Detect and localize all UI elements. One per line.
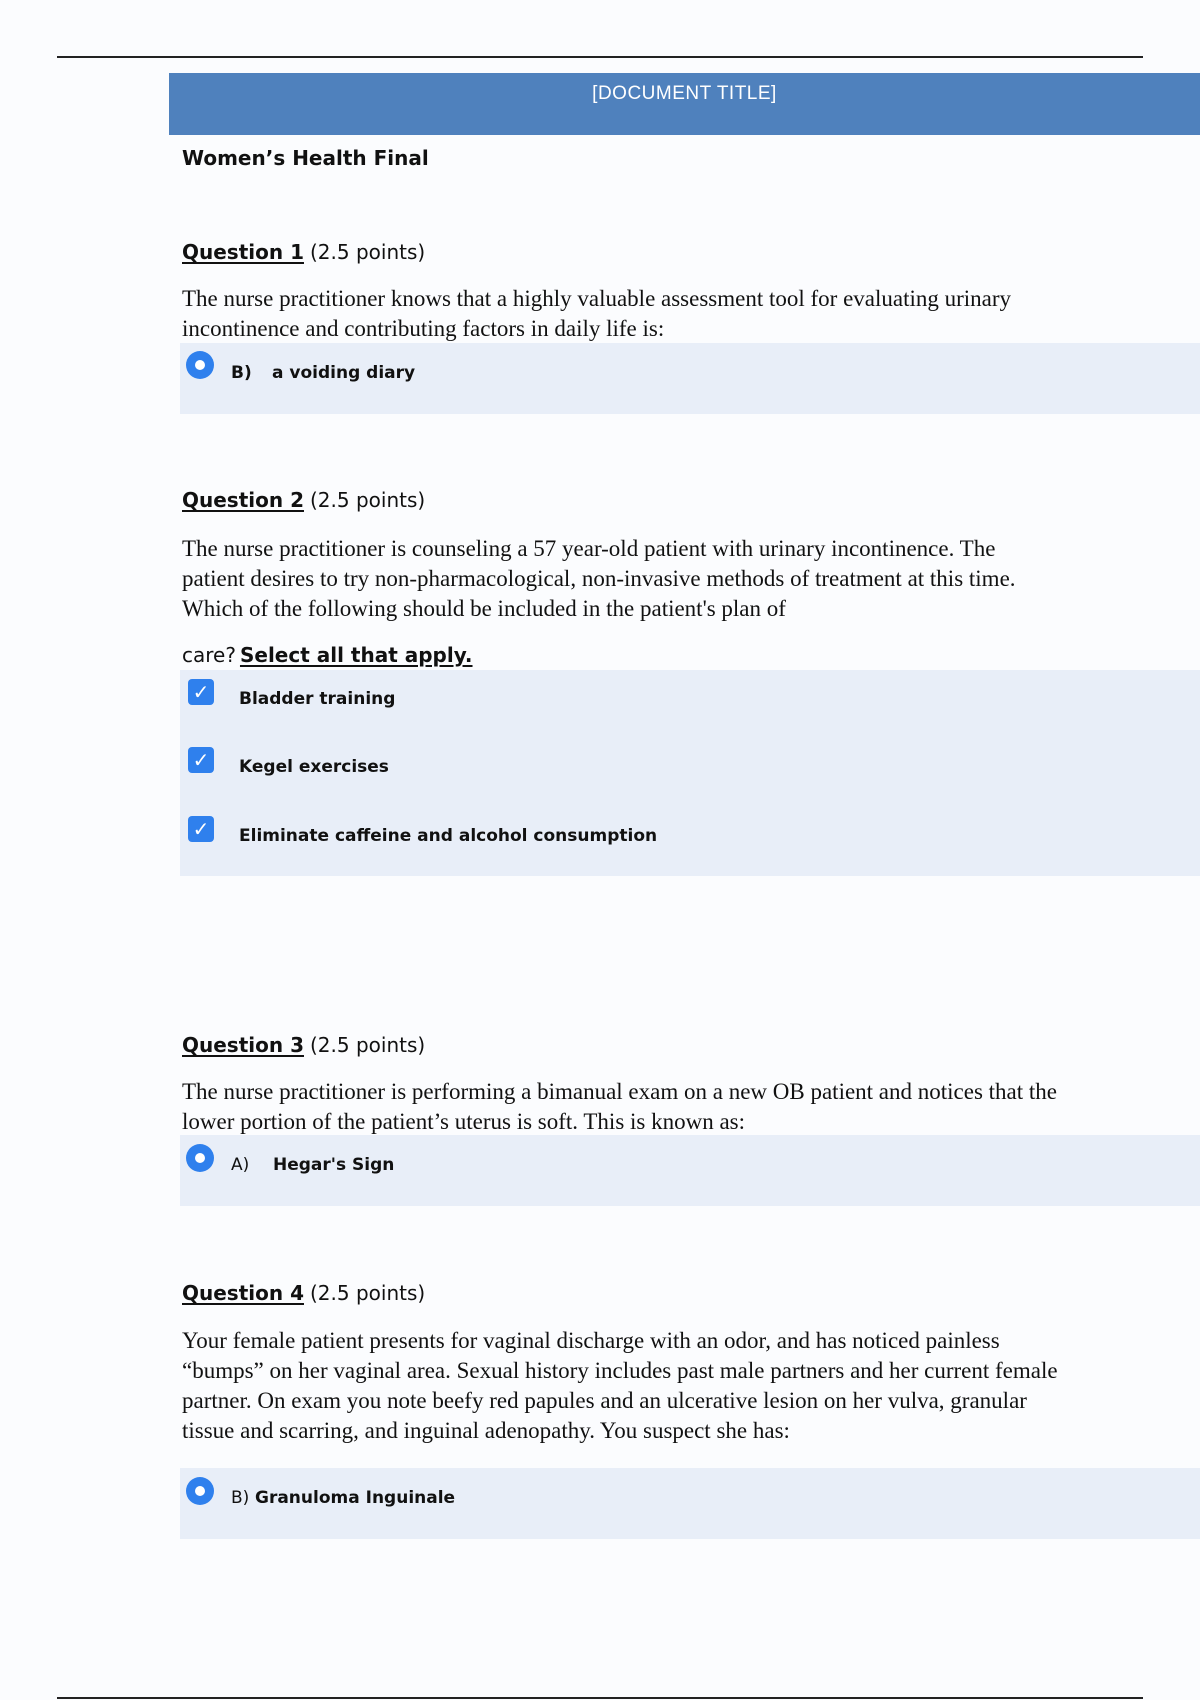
checkbox-checked-icon[interactable]: ✓ <box>188 816 214 842</box>
question-1-text: The nurse practitioner knows that a highly valuable assessment tool for evaluating urinary incontinence and contributing factors in daily life is: <box>182 286 1012 341</box>
radio-selected-icon[interactable] <box>186 1477 214 1505</box>
question-4-answer-letter: B) <box>231 1488 250 1508</box>
question-1-points: (2.5 points) <box>309 240 426 264</box>
question-4-points: (2.5 points) <box>309 1281 426 1305</box>
question-1-answer-box <box>180 343 1200 414</box>
question-4-label: Question 4 <box>182 1281 304 1305</box>
question-2-option-2: Kegel exercises <box>239 757 389 777</box>
question-4-answer-box <box>180 1468 1200 1539</box>
document-title-banner: [DOCUMENT TITLE] <box>169 73 1200 135</box>
question-2-answer-box <box>180 670 1200 876</box>
question-3-label: Question 3 <box>182 1033 304 1057</box>
question-1-answer-text: a voiding diary <box>272 363 416 383</box>
question-2-header <box>182 488 425 512</box>
question-2-continued-line <box>182 643 473 667</box>
radio-selected-icon[interactable] <box>186 351 214 379</box>
top-rule <box>57 56 1143 58</box>
question-3-answer-letter: A) <box>231 1155 250 1175</box>
question-4-header <box>182 1281 425 1305</box>
question-1-answer-letter: B) <box>231 363 252 383</box>
question-3-points: (2.5 points) <box>309 1033 426 1057</box>
document-heading: Women’s Health Final <box>182 146 429 170</box>
question-4-text: Your female patient presents for vaginal discharge with an odor, and has noticed painless “bumps” on her vaginal area. Sexual history includes past male partners and her current female partner. On exam you note beefy red papules and an ulcerative lesion on her vulva, granular tissue and scarring, and inguinal adenopathy. You suspect she has: <box>182 1328 1058 1443</box>
question-3-header <box>182 1033 425 1057</box>
question-3-answer-box <box>180 1135 1200 1206</box>
question-4-answer-text: Granuloma Inguinale <box>255 1488 456 1508</box>
question-1-header <box>182 240 425 264</box>
question-2-option-1: Bladder training <box>239 689 396 709</box>
question-3-text: The nurse practitioner is performing a bimanual exam on a new OB patient and notices that the lower portion of the patient’s uterus is soft. This is known as: <box>182 1079 1057 1134</box>
checkbox-checked-icon[interactable]: ✓ <box>188 679 214 705</box>
bottom-rule <box>57 1697 1143 1699</box>
question-2-points: (2.5 points) <box>309 488 426 512</box>
question-2-text-continued: care? <box>182 643 236 667</box>
select-all-instruction: Select all that apply. <box>239 643 473 667</box>
question-2-label: Question 2 <box>182 488 304 512</box>
radio-selected-icon[interactable] <box>186 1144 214 1172</box>
question-2-option-3: Eliminate caffeine and alcohol consumption <box>239 826 658 846</box>
question-1-label: Question 1 <box>182 240 304 264</box>
question-2-text: The nurse practitioner is counseling a 57 year-old patient with urinary incontinence. The patient desires to try non-pharmacological, non-invasive methods of treatment at this time. Which of the following should be included in the patient's plan of <box>182 536 1016 621</box>
question-3-answer-text: Hegar's Sign <box>273 1155 395 1175</box>
checkbox-checked-icon[interactable]: ✓ <box>188 747 214 773</box>
